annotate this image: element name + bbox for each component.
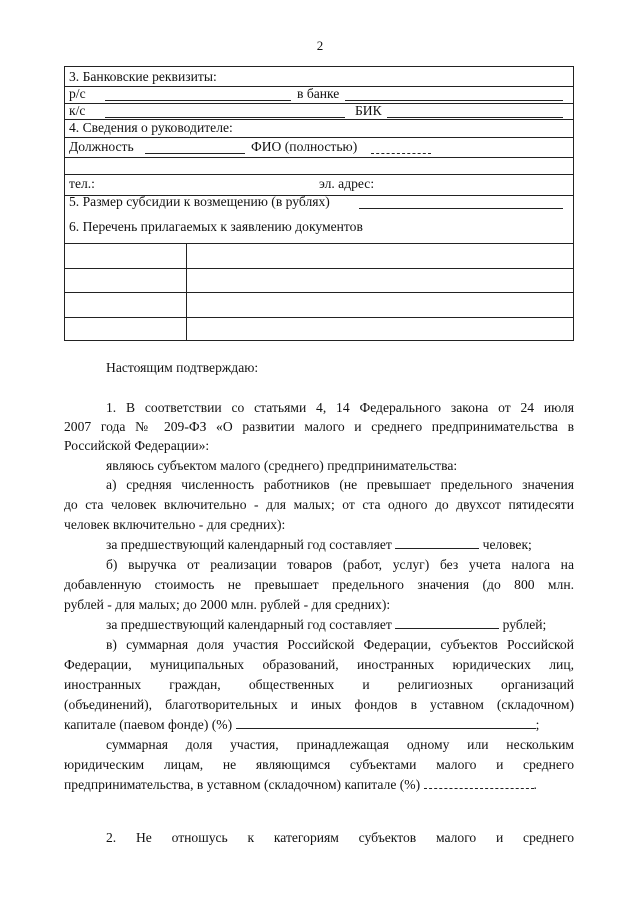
account-field[interactable] — [105, 100, 291, 101]
corr-account-field[interactable] — [105, 117, 345, 118]
item-a-line: человек включительно - для средних): — [64, 517, 286, 532]
application-form-table — [64, 66, 574, 341]
email-label: эл. адрес: — [319, 176, 375, 191]
state-share-prefix: капитале (паевом фонде) (%) — [64, 717, 233, 732]
state-share-suffix: ; — [535, 717, 540, 732]
account-label: р/с — [69, 86, 86, 101]
revenue-prefix: за предшествующий календарный год составляет — [106, 617, 392, 632]
item-b-line: добавленную стоимость не превышает предельного значения (до 800 млн. — [64, 577, 574, 592]
revenue-line — [106, 617, 546, 633]
documents-list-header: 6. Перечень прилагаемых к заявлению документов — [69, 219, 363, 234]
legal-entity-share-suffix: . — [533, 777, 537, 792]
item-b-line: рублей - для малых; до 2000 млн. рублей - для средних): — [64, 597, 391, 612]
employee-count-suffix: человек; — [482, 537, 532, 552]
item-c-line: Федерации, муниципальных образований, иностранных юридических лиц, — [64, 657, 574, 672]
bik-field[interactable] — [387, 117, 563, 118]
paragraph-1-line: 1. В соответствии со статьями 4, 14 Федерального закона от 24 июля — [106, 400, 574, 415]
fio-label: ФИО (полностью) — [251, 139, 358, 154]
table-row-divider — [65, 137, 573, 138]
revenue-suffix: рублей; — [502, 617, 547, 632]
item-d-line: суммарная доля участия, принадлежащая одному или нескольким — [106, 737, 574, 752]
confirmation-heading: Настоящим подтверждаю: — [106, 360, 259, 375]
bank-name-field[interactable] — [345, 100, 563, 101]
table-row-divider — [65, 243, 573, 244]
item-a-line: а) средняя численность работников (не превышает предельного значения — [106, 477, 574, 492]
manager-info-header: 4. Сведения о руководителе: — [69, 120, 233, 135]
table-row-divider — [65, 268, 573, 269]
table-column-divider — [186, 243, 187, 341]
revenue-field[interactable] — [395, 628, 499, 629]
bik-label: БИК — [355, 103, 382, 118]
phone-label: тел.: — [69, 176, 95, 191]
corr-account-label: к/с — [69, 103, 86, 118]
item-a-line: до ста человек включительно - для малых; от ста одного до двухсот пятидесяти — [64, 497, 574, 512]
paragraph-2-line: 2. Не отношусь к категориям субъектов малого и среднего — [106, 830, 574, 845]
fio-field[interactable] — [371, 153, 431, 154]
bank-details-header: 3. Банковские реквизиты: — [69, 69, 217, 84]
subsidy-amount-field[interactable] — [359, 208, 563, 209]
bank-label: в банке — [297, 86, 340, 101]
state-share-line — [64, 717, 539, 733]
position-label: Должность — [69, 139, 134, 154]
table-row-divider — [65, 292, 573, 293]
item-c-line: в) суммарная доля участия Российской Федерации, субъектов Российской — [106, 637, 574, 652]
employee-count-prefix: за предшествующий календарный год составляет — [106, 537, 392, 552]
paragraph-1-line: являюсь субъектом малого (среднего) предпринимательства: — [106, 458, 458, 473]
employee-count-line — [106, 537, 532, 553]
state-share-field[interactable] — [236, 728, 536, 729]
page-number: 2 — [316, 38, 324, 53]
table-row-divider — [65, 103, 573, 104]
legal-entity-share-line — [64, 777, 537, 793]
position-field[interactable] — [145, 153, 245, 154]
item-c-line: иностранных граждан, общественных и религиозных организаций — [64, 677, 574, 692]
paragraph-1-line: Российской Федерации»: — [64, 438, 210, 453]
legal-entity-share-field[interactable] — [424, 788, 534, 789]
table-row-divider — [65, 174, 573, 175]
paragraph-1-line: 2007 года № 209-ФЗ «О развитии малого и среднего предпринимательства в — [64, 419, 574, 434]
item-c-line: (объединений), благотворительных и иных фондов в уставном (складочном) — [64, 697, 574, 712]
table-row-divider — [65, 317, 573, 318]
item-d-line: юридическим лицам, не являющимся субъектами малого и среднего — [64, 757, 574, 772]
subsidy-amount-label: 5. Размер субсидии к возмещению (в рублях) — [69, 194, 330, 209]
employee-count-field[interactable] — [395, 548, 479, 549]
legal-entity-share-prefix: предпринимательства, в уставном (складочном) капитале (%) — [64, 777, 421, 792]
table-row-divider — [65, 157, 573, 158]
item-b-line: б) выручка от реализации товаров (работ, услуг) без учета налога на — [106, 557, 574, 572]
